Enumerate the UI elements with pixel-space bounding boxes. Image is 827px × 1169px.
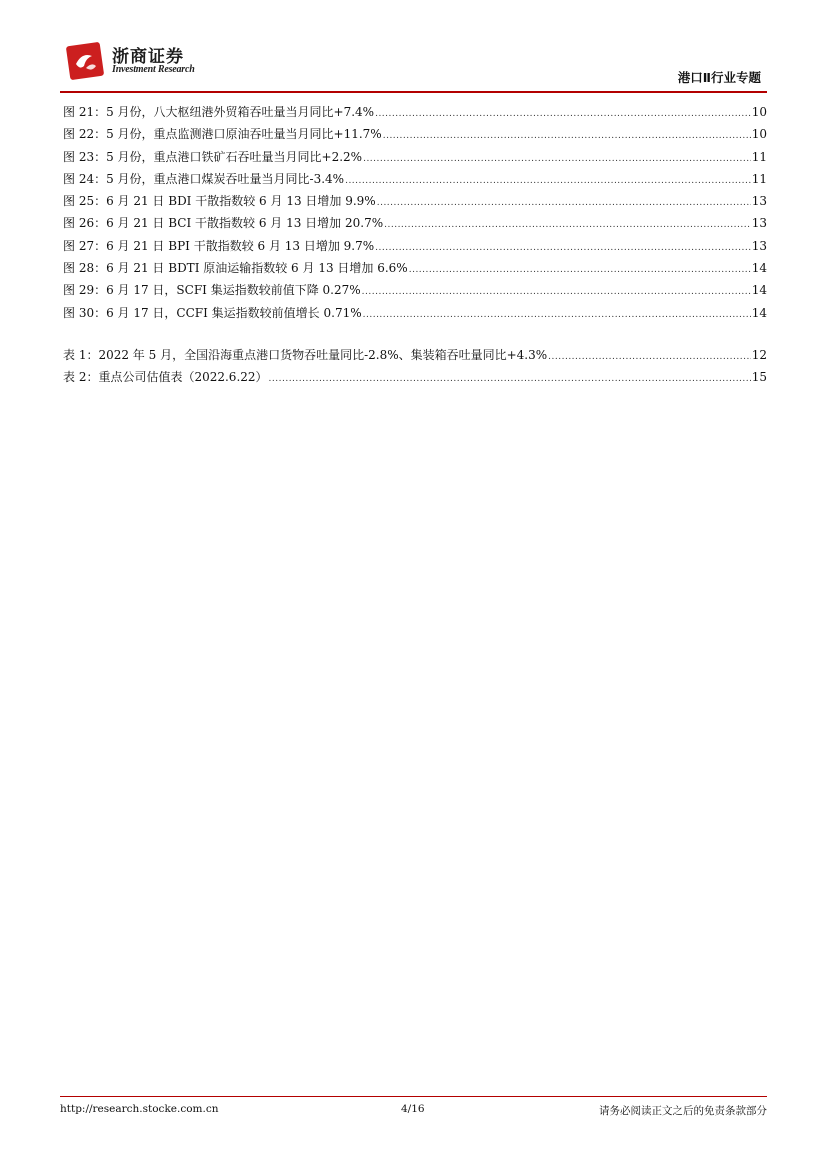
- toc-dot-leader: [363, 154, 751, 164]
- toc-entry[interactable]: [63, 281, 767, 303]
- toc-entry[interactable]: [63, 103, 767, 125]
- tables-table-of-contents: [63, 346, 767, 391]
- toc-entry-label: 图 23：5 月份，重点港口铁矿石吞吐量当月同比+2.2%: [63, 149, 363, 164]
- toc-entry[interactable]: [63, 237, 767, 259]
- toc-entry-label: 图 29：6 月 17 日，SCFI 集运指数较前值下降 0.27%: [63, 283, 361, 298]
- toc-entry-label: 图 24：5 月份，重点港口煤炭吞吐量当月同比-3.4%: [63, 171, 345, 186]
- toc-entry[interactable]: [63, 214, 767, 236]
- toc-entry-page: 12: [751, 348, 767, 362]
- toc-entry-label: 图 26：6 月 21 日 BCI 干散指数较 6 月 13 日增加 20.7%: [63, 216, 384, 231]
- toc-entry[interactable]: [63, 170, 767, 192]
- toc-dot-leader: [375, 243, 751, 253]
- toc-entry-label: 图 21：5 月份，八大枢纽港外贸箱吞吐量当月同比+7.4%: [63, 105, 375, 119]
- toc-entry[interactable]: [63, 192, 767, 214]
- figures-table-of-contents: [63, 103, 767, 326]
- toc-entry[interactable]: [63, 368, 767, 390]
- toc-entry-page: 13: [751, 194, 767, 209]
- toc-entry-page: 10: [751, 105, 767, 119]
- page-header: [60, 38, 767, 90]
- toc-dot-leader: [383, 131, 751, 141]
- disclaimer-note: 请务必阅读正文之后的免责条款部分: [599, 1105, 767, 1117]
- footer-url-link[interactable]: http://research.stocke.com.cn: [60, 1103, 219, 1115]
- zheshang-logo-icon: [66, 40, 106, 80]
- toc-dot-leader: [345, 176, 751, 186]
- toc-dot-leader: [269, 374, 751, 384]
- toc-entry[interactable]: [63, 125, 767, 147]
- toc-entry-label: 表 1：2022 年 5 月，全国沿海重点港口货物吞吐量同比-2.8%、集装箱吞吐量同比+4.3%: [63, 348, 548, 362]
- toc-entry-page: 14: [751, 283, 767, 298]
- toc-entry-page: 11: [751, 171, 767, 186]
- toc-entry-page: 13: [751, 216, 767, 231]
- toc-entry-page: 10: [751, 127, 767, 142]
- toc-dot-leader: [362, 287, 751, 297]
- toc-entry-label: 图 28：6 月 21 日 BDTI 原油运输指数较 6 月 13 日增加 6.6%: [63, 261, 408, 276]
- toc-entry-label: 图 22：5 月份，重点监测港口原油吞吐量当月同比+11.7%: [63, 127, 382, 142]
- toc-entry-page: 15: [751, 370, 767, 385]
- toc-entry[interactable]: [63, 346, 767, 368]
- toc-entry-page: 14: [751, 261, 767, 276]
- toc-entry-label: 图 30：6 月 17 日，CCFI 集运指数较前值增长 0.71%: [63, 305, 362, 320]
- toc-entry-label: 表 2：重点公司估值表（2022.6.22）: [63, 370, 268, 385]
- toc-dot-leader: [377, 198, 751, 208]
- toc-dot-leader: [375, 109, 751, 119]
- toc-entry-page: 11: [751, 149, 767, 164]
- toc-entry-page: 14: [751, 305, 767, 320]
- page-number: 4/16: [401, 1103, 425, 1115]
- toc-entry-label: 图 27：6 月 21 日 BPI 干散指数较 6 月 13 日增加 9.7%: [63, 238, 375, 253]
- toc-entry-page: 13: [751, 238, 767, 253]
- brand-name-en: Investment Research: [112, 64, 195, 75]
- toc-entry-label: 图 25：6 月 21 日 BDI 干散指数较 6 月 13 日增加 9.9%: [63, 194, 376, 209]
- toc-dot-leader: [384, 220, 751, 230]
- toc-entry[interactable]: [63, 148, 767, 170]
- toc-entry[interactable]: [63, 304, 767, 326]
- section-tag: 港口Ⅱ行业专题: [677, 70, 761, 85]
- toc-entry[interactable]: [63, 259, 767, 281]
- header-divider: [60, 91, 767, 93]
- toc-dot-leader: [548, 352, 751, 362]
- toc-dot-leader: [409, 265, 751, 275]
- brand-name-cn: 浙商证券: [112, 47, 184, 67]
- toc-dot-leader: [363, 310, 751, 320]
- footer-divider: [60, 1096, 767, 1097]
